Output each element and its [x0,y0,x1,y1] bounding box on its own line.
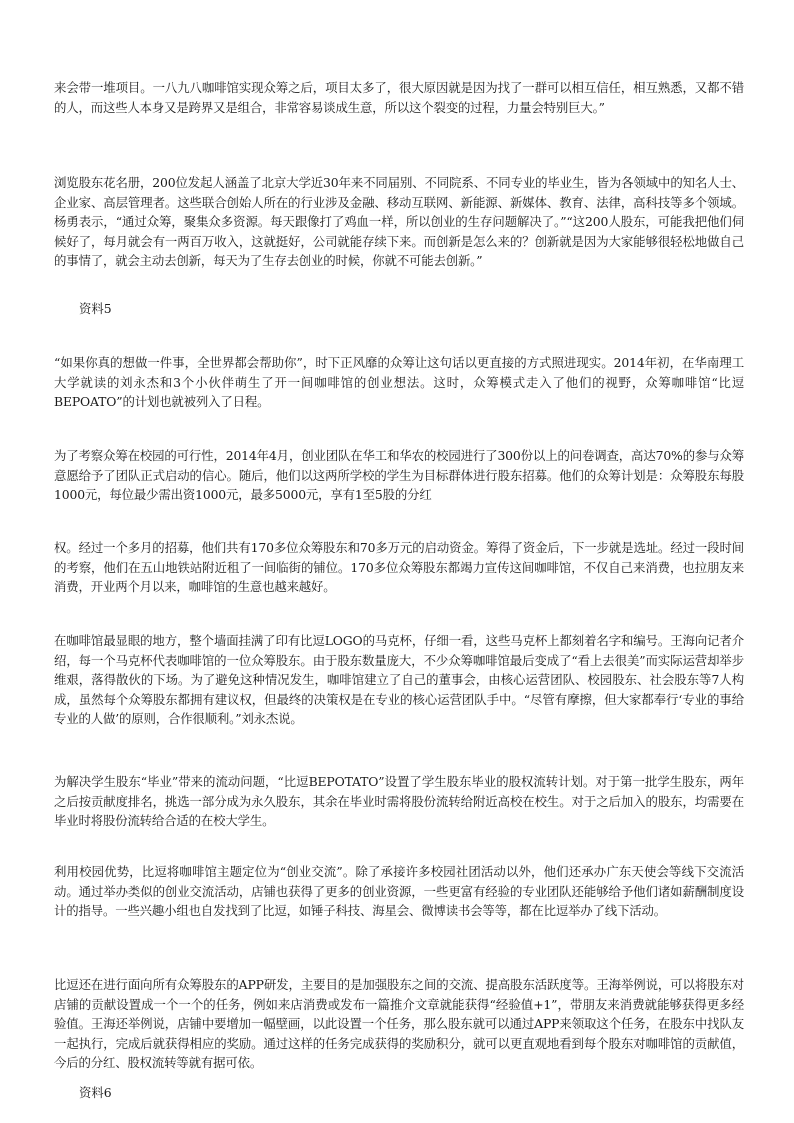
paragraph-recruitment-result: 权。经过一个多月的招募，他们共有170多位众筹股东和70多万元的启动资金。筹得了资金后，下一步就是选址。经过一段时间的考察，他们在五山地铁站附近租了一间临街的铺位。170多位众筹股东都竭力宣传这间咖啡馆，不仅自己来消费，也拉朋友来消费，开业两个月以来，咖啡馆的生意也越来越好。 [54,540,744,595]
paragraph-equity-transfer: 为解决学生股东“毕业”带来的流动问题，“比逗BEPOTATO”设置了学生股东毕业的股权流转计划。对于第一批学生股东，两年之后按贡献度排名，挑选一部分成为永久股东，其余在毕业时需将股份流转给附近高校在校生。对于之后加入的股东，均需要在毕业时将股份流转给合适的在校大学生。 [54,774,744,829]
paragraph-feasibility-survey: 为了考察众筹在校园的可行性，2014年4月，创业团队在华工和华农的校园进行了300份以上的问卷调查，高达70%的参与众筹意愿给予了团队正式启动的信心。随后，他们以这两所学校的学生为目标群体进行股东招募。他们的众筹计划是：众筹股东每股1000元，每位最少需出资1000元，最多5000元，享有1至5股的分红 [54,448,744,503]
paragraph-startup-exchange: 利用校园优势，比逗将咖啡馆主题定位为“创业交流”。除了承接许多校园社团活动以外，他们还承办广东天使会等线下交流活动。通过举办类似的创业交流活动，店铺也获得了更多的创业资源，一些更富有经验的专业团队还能够给予他们诸如薪酬制度设计的指导。一些兴趣小组也自发找到了比逗，如锤子科技、海星会、微博读书会等等，都在比逗举办了线下活动。 [54,864,744,919]
paragraph-intro-continuation: 来会带一堆项目。一八九八咖啡馆实现众筹之后，项目太多了，很大原因就是因为找了一群可以相互信任，相互熟悉，又都不错的人，而这些人本身又是跨界又是组合，非常容易谈成生意，所以这个裂变的过程，力量会特别巨大。” [54,80,744,115]
section-heading-material-5: 资料5 [79,301,112,316]
paragraph-shareholder-roster: 浏览股东花名册，200位发起人涵盖了北京大学近30年来不同届别、不同院系、不同专业的毕业生，皆为各领域中的知名人士、企业家、高层管理者。这些联合创始人所在的行业涉及金融、移动互联网、新能源、新媒体、教育、法律，高科技等多个领域。杨勇表示，“通过众筹，聚集众多资源。每天跟像打了鸡血一样，所以创业的生存问题解决了。”“这200人股东，可能我把他们伺候好了，每月就会有一两百万收入，这就挺好，公司就能存续下来。而创新是怎么来的？创新就是因为大家能够很轻松地做自己的事情了，就会主动去创新，每天为了生存去创业的时候，你就不可能去创新。” [54,175,744,269]
paragraph-app-development: 比逗还在进行面向所有众筹股东的APP研发，主要目的是加强股东之间的交流、提高股东活跃度等。王海举例说，可以将股东对店铺的贡献设置成一个一个的任务，例如来店消费或发布一篇推介文章就能获得“经验值+1”，带朋友来消费就能够获得更多经验值。王海还举例说，店铺中要增加一幅壁画，以此设置一个任务，那么股东就可以通过APP来领取这个任务，在股东中找队友一起执行，完成后就获得相应的奖励。通过这样的任务完成获得的奖励积分，就可以更直观地看到每个股东对咖啡馆的贡献值，今后的分红、股权流转等就有据可依。 [54,977,744,1071]
paragraph-bepotato-origin: “如果你真的想做一件事，全世界都会帮助你”，时下正风靡的众筹让这句话以更直接的方式照进现实。2014年初，在华南理工大学就读的刘永杰和3个小伙伴萌生了开一间咖啡馆的创业想法。这时，众筹模式走入了他们的视野，众筹咖啡馆“比逗BEPOATO”的计划也就被列入了日程。 [54,355,744,410]
section-heading-material-6: 资料6 [79,1085,112,1100]
paragraph-mug-wall-board: 在咖啡馆最显眼的地方，整个墙面挂满了印有比逗LOGO的马克杯，仔细一看，这些马克杯上都刻着名字和编号。王海向记者介绍，每一个马克杯代表咖啡馆的一位众筹股东。由于股东数量庞大，不少众筹咖啡馆最后变成了“看上去很美”而实际运营却举步维艰，落得散伙的下场。为了避免这种情况发生，咖啡馆建立了自己的董事会，由核心运营团队、校园股东、社会股东等7人构成，虽然每个众筹股东都拥有建议权，但最终的决策权是在专业的核心运营团队手中。“尽管有摩擦，但大家都奉行‘专业的事给专业的人做’的原则，合作很顺利。”刘永杰说。 [54,633,744,727]
